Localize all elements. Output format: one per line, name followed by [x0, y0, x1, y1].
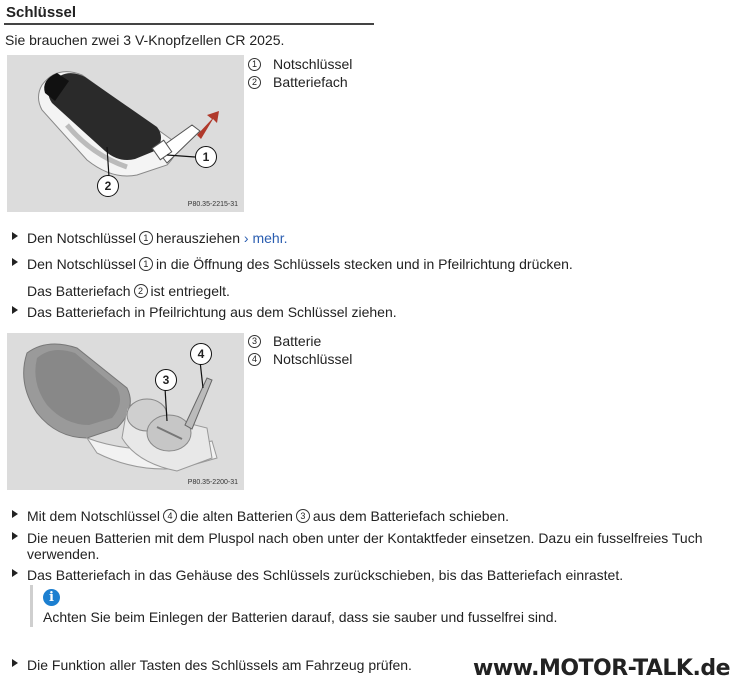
step-arrow-icon	[12, 510, 18, 518]
legend-label: Notschlüssel	[273, 351, 353, 367]
ref-number: 1	[139, 257, 153, 271]
ref-number: 2	[134, 284, 148, 298]
legend-number: 2	[248, 76, 261, 89]
step-arrow-icon	[12, 532, 18, 540]
legend-number: 4	[248, 353, 261, 366]
more-link-marker[interactable]: ›	[243, 230, 249, 246]
step-text: Die neuen Batterien mit dem Pluspol nach oben unter der Kontaktfeder einsetzen. Dazu ein fusselfreies Tuch	[27, 530, 703, 546]
callout-1: 1	[195, 146, 217, 168]
callout-4: 4	[190, 343, 212, 365]
note-bar	[30, 585, 33, 627]
figure-legend-2	[248, 332, 352, 368]
info-icon: i	[43, 589, 60, 606]
legend-label: Batterie	[273, 333, 322, 349]
legend-label: Batteriefach	[273, 74, 348, 90]
title-underline	[4, 23, 374, 25]
key-illustration-1	[7, 55, 244, 212]
legend-label: Notschlüssel	[273, 56, 353, 72]
legend-item	[248, 332, 352, 350]
section-title: Schlüssel	[6, 4, 77, 21]
step-text: aus dem Batteriefach schieben.	[312, 508, 510, 524]
step-text: in die Öffnung des Schlüssels stecken und in Pfeilrichtung drücken.	[155, 256, 573, 272]
step-text: Das Batteriefach in das Gehäuse des Schlüssels zurückschieben, bis das Batteriefach einrastet.	[27, 567, 624, 583]
legend-number: 1	[248, 58, 261, 71]
step-text: Den Notschlüssel	[27, 230, 136, 246]
figure-code: P80.35-2200-31	[187, 479, 238, 486]
intro-text: Sie brauchen zwei 3 V-Knopfzellen CR 2025.	[5, 32, 285, 48]
key-figure-2	[7, 333, 244, 490]
legend-item	[248, 55, 352, 73]
step-arrow-icon	[12, 232, 18, 240]
watermark: www.MOTOR-TALK.de	[473, 656, 730, 681]
step-text-continued: verwenden.	[27, 546, 100, 562]
step-text: herausziehen	[155, 230, 240, 246]
step-text: Das Batteriefach in Pfeilrichtung aus dem Schlüssel ziehen.	[27, 304, 397, 320]
step-text: Mit dem Notschlüssel	[27, 508, 161, 524]
step-arrow-icon	[12, 306, 18, 314]
step-arrow-icon	[12, 659, 18, 667]
key-figure-1	[7, 55, 244, 212]
figure-legend-1	[248, 55, 352, 91]
ref-number: 4	[163, 509, 177, 523]
legend-number: 3	[248, 335, 261, 348]
result-text-part: Das Batteriefach	[27, 283, 131, 299]
step-text: die alten Batterien	[180, 508, 293, 524]
more-link[interactable]: mehr.	[252, 230, 288, 246]
legend-item	[248, 350, 352, 368]
callout-3: 3	[155, 369, 177, 391]
callout-2: 2	[97, 175, 119, 197]
ref-number: 1	[139, 231, 153, 245]
figure-code: P80.35-2215-31	[187, 201, 238, 208]
result-text-part: ist entriegelt.	[150, 283, 230, 299]
step-arrow-icon	[12, 258, 18, 266]
ref-number: 3	[296, 509, 310, 523]
step-text: Den Notschlüssel	[27, 256, 136, 272]
note-text: Achten Sie beim Einlegen der Batterien darauf, dass sie sauber und fusselfrei sind.	[43, 609, 558, 625]
legend-item	[248, 73, 352, 91]
step-arrow-icon	[12, 569, 18, 577]
step-text: Die Funktion aller Tasten des Schlüssels am Fahrzeug prüfen.	[27, 657, 412, 673]
